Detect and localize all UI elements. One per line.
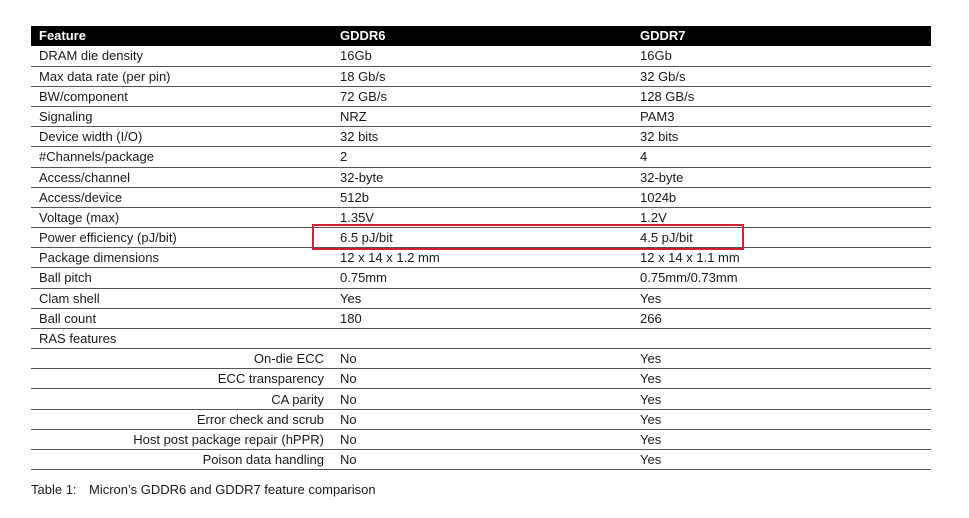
row-gddr7: Yes [632,389,931,409]
row-feature: Ball count [31,308,332,328]
row-feature: Poison data handling [31,449,332,469]
table-row [31,187,931,207]
row-gddr7: 1.2V [632,207,931,227]
row-gddr6: 12 x 14 x 1.2 mm [332,248,632,268]
row-feature: Access/device [31,187,332,207]
row-gddr7: 32-byte [632,167,931,187]
row-gddr6: 512b [332,187,632,207]
row-gddr7: Yes [632,288,931,308]
row-gddr6: 32 bits [332,127,632,147]
row-gddr7: 128 GB/s [632,86,931,106]
row-feature: Signaling [31,107,332,127]
table-row-sub [31,429,931,449]
row-gddr7: 1024b [632,187,931,207]
row-gddr6: 2 [332,147,632,167]
table-caption [31,482,376,497]
table-row [31,107,931,127]
table-row-sub [31,369,931,389]
row-gddr6: 0.75mm [332,268,632,288]
row-feature: Ball pitch [31,268,332,288]
table-row-sub [31,349,931,369]
row-gddr6: 32-byte [332,167,632,187]
table-row [31,86,931,106]
row-gddr6: No [332,409,632,429]
row-feature: Power efficiency (pJ/bit) [31,228,332,248]
row-feature: On-die ECC [31,349,332,369]
row-feature: CA parity [31,389,332,409]
row-gddr7: 266 [632,308,931,328]
row-feature: DRAM die density [31,46,332,66]
row-gddr6: 18 Gb/s [332,66,632,86]
row-gddr6: No [332,369,632,389]
table-row [31,268,931,288]
row-gddr7: 4 [632,147,931,167]
header-gddr6: GDDR6 [340,28,386,43]
comparison-table [31,26,931,470]
row-gddr6: No [332,429,632,449]
row-gddr7: 0.75mm/0.73mm [632,268,931,288]
row-gddr7: Yes [632,369,931,389]
row-gddr6: NRZ [332,107,632,127]
table-row [31,207,931,227]
header-gddr7: GDDR7 [640,28,686,43]
row-gddr6 [332,328,632,348]
row-gddr6: 16Gb [332,46,632,66]
row-feature: Error check and scrub [31,409,332,429]
row-gddr6: No [332,389,632,409]
row-gddr7: 4.5 pJ/bit [632,228,931,248]
row-gddr7: 32 Gb/s [632,66,931,86]
row-gddr6: No [332,449,632,469]
table-row [31,46,931,66]
table-row-sub [31,449,931,469]
row-feature: RAS features [31,328,332,348]
row-feature: Max data rate (per pin) [31,66,332,86]
caption-label: Table 1: [31,482,77,497]
table-row [31,308,931,328]
table-row-section [31,328,931,348]
row-gddr6: 72 GB/s [332,86,632,106]
row-feature: Access/channel [31,167,332,187]
row-feature: BW/component [31,86,332,106]
table-row [31,147,931,167]
row-feature: #Channels/package [31,147,332,167]
table-row-sub [31,389,931,409]
caption-text: Micron’s GDDR6 and GDDR7 feature comparison [89,482,376,497]
row-feature: Package dimensions [31,248,332,268]
row-gddr6: 1.35V [332,207,632,227]
row-gddr6: No [332,349,632,369]
row-gddr7 [632,328,931,348]
row-feature: Voltage (max) [31,207,332,227]
row-feature: Host post package repair (hPPR) [31,429,332,449]
row-gddr6: Yes [332,288,632,308]
row-gddr7: Yes [632,349,931,369]
table-row [31,248,931,268]
row-gddr7: 32 bits [632,127,931,147]
row-gddr7: Yes [632,409,931,429]
row-gddr7: 12 x 14 x 1.1 mm [632,248,931,268]
row-gddr7: PAM3 [632,107,931,127]
table-header-row [31,26,931,46]
row-feature: Clam shell [31,288,332,308]
table-row-highlighted [31,228,931,248]
table-row [31,66,931,86]
table-row [31,127,931,147]
table-row-sub [31,409,931,429]
row-gddr7: Yes [632,449,931,469]
row-feature: ECC transparency [31,369,332,389]
table-row [31,288,931,308]
header-feature: Feature [39,28,86,43]
row-feature: Device width (I/O) [31,127,332,147]
row-gddr6: 180 [332,308,632,328]
row-gddr7: 16Gb [632,46,931,66]
row-gddr6: 6.5 pJ/bit [332,228,632,248]
comparison-table-container [31,26,931,470]
row-gddr7: Yes [632,429,931,449]
table-row [31,167,931,187]
